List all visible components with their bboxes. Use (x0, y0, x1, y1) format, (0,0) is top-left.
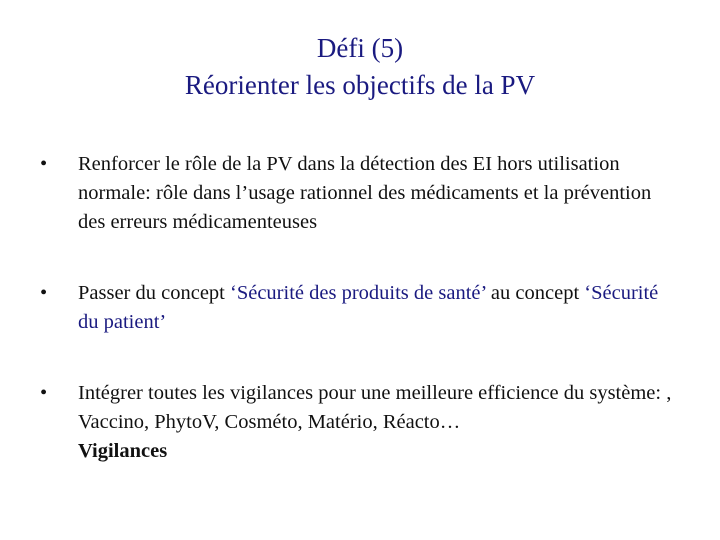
bullet-item (40, 279, 680, 337)
bullet-item (40, 379, 680, 466)
bullet-text: Passer du concept (78, 282, 230, 304)
bullet-text: Renforcer le rôle de la PV dans la détection des EI hors utilisation normale: rôle dans l’usage rationnel des médicaments et la prévention des erreurs médicamenteuses (78, 153, 652, 233)
bullet-text: au concept (485, 282, 585, 304)
title-line-2: Réorienter les objectifs de la PV (184, 70, 536, 100)
bullet-dot-icon: • (40, 153, 48, 175)
bullet-dot-icon: • (40, 382, 48, 404)
title-line-1: Défi (5) (316, 33, 404, 63)
bullet-text: , Cosméto, Matério, Réacto… (214, 411, 461, 433)
slide-title (0, 30, 720, 104)
bullet-quote: ‘Sécurité du patient’ (78, 282, 659, 333)
bullet-item (40, 150, 680, 237)
bullet-text: Intégrer toutes les vigilances pour une meilleure efficience du système: , Vaccino, Phyto (78, 382, 672, 433)
bullet-quote: ‘Sécurité des produits de santé’ (230, 282, 486, 304)
bullet-list (40, 150, 680, 466)
bullet-text: V (202, 411, 215, 433)
bullet-dot-icon: • (40, 282, 48, 304)
bullet-bold-word: Vigilances (78, 440, 168, 462)
